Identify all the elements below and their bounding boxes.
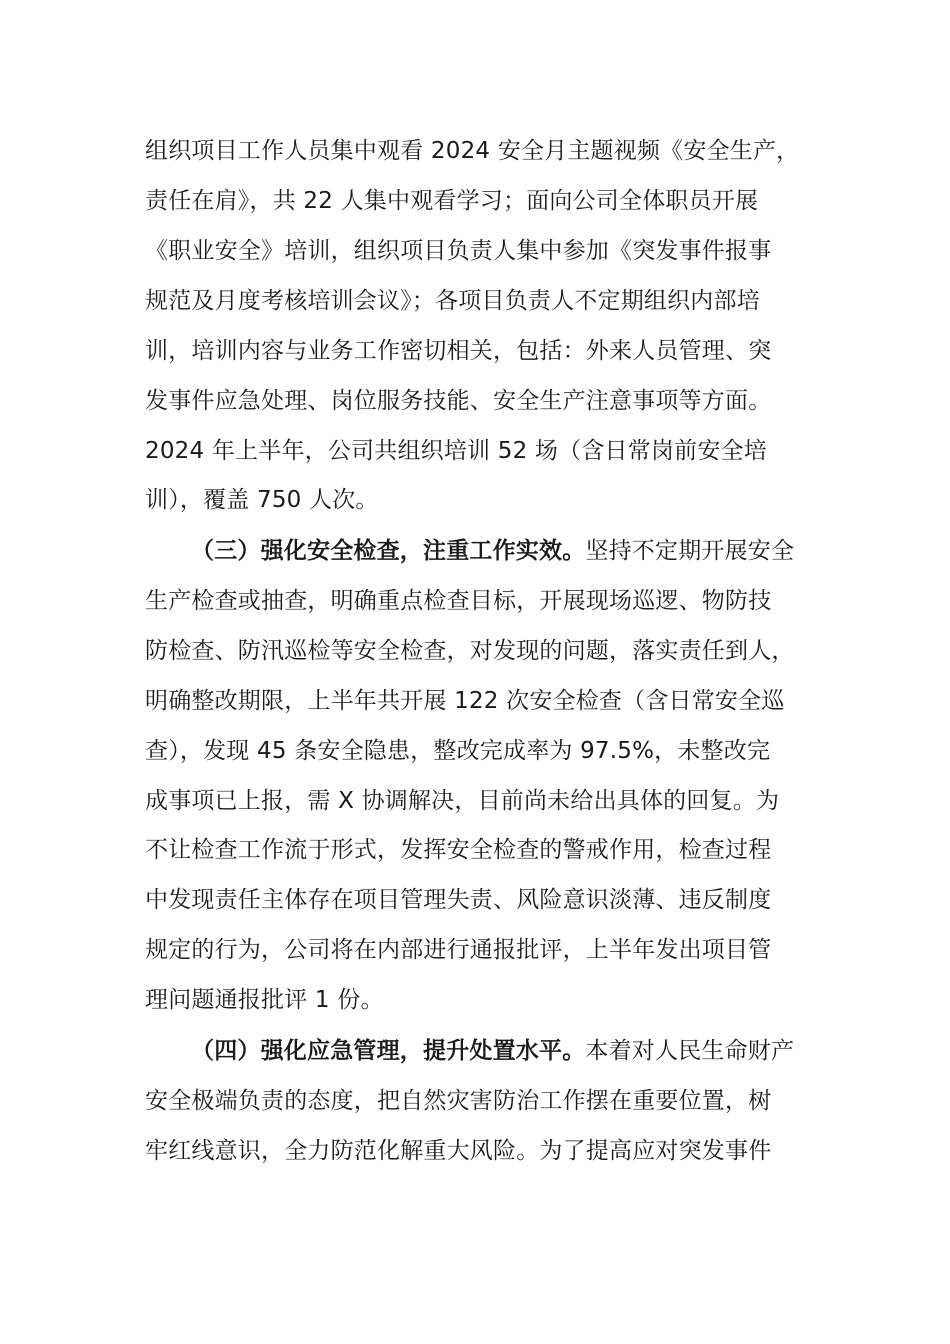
body-text-span: 本着对人民生命财产	[585, 1038, 795, 1064]
body-text-line: 防检查、防汛巡检等安全检查，对发现的问题，落实责任到人，	[145, 638, 795, 664]
body-text-line: 理问题通报批评 1 份。	[145, 987, 384, 1013]
section-four-first-line	[191, 1036, 794, 1066]
body-text-line: 安全极端负责的态度，把自然灾害防治工作摆在重要位置，树	[145, 1088, 772, 1114]
body-text-line: 明确整改期限，上半年共开展 122 次安全检查（含日常安全巡	[145, 688, 785, 714]
body-text-line: 规范及月度考核培训会议》；各项目负责人不定期组织内部培	[145, 288, 760, 314]
body-text-line: 发事件应急处理、岗位服务技能、安全生产注意事项等方面。	[145, 388, 772, 414]
body-text-line: 查），发现 45 条安全隐患，整改完成率为 97.5%，未整改完	[145, 738, 771, 764]
body-text-line: 中发现责任主体存在项目管理失责、风险意识淡薄、违反制度	[145, 887, 772, 913]
body-text-line: 训，培训内容与业务工作密切相关，包括：外来人员管理、突	[145, 338, 772, 364]
body-text-line: 《职业安全》培训，组织项目负责人集中参加《突发事件报事	[145, 238, 772, 264]
body-text-line: 不让检查工作流于形式，发挥安全检查的警戒作用，检查过程	[145, 837, 772, 863]
section-heading-four: （四）强化应急管理，提升处置水平。	[191, 1038, 586, 1064]
body-text-span: 坚持不定期开展安全	[585, 538, 795, 564]
body-text-line: 牢红线意识，全力防范化解重大风险。为了提高应对突发事件	[145, 1138, 772, 1164]
body-text-line: 训），覆盖 750 人次。	[145, 487, 379, 513]
body-text-line: 生产检查或抽查，明确重点检查目标，开展现场巡逻、物防技	[145, 588, 772, 614]
body-text-line: 责任在肩》，共 22 人集中观看学习；面向公司全体职员开展	[145, 188, 759, 214]
body-text-line: 组织项目工作人员集中观看 2024 安全月主题视频《安全生产，	[145, 138, 800, 164]
body-text-line: 规定的行为，公司将在内部进行通报批评，上半年发出项目管	[145, 937, 772, 963]
section-three-first-line	[191, 536, 794, 566]
body-text-line: 成事项已上报，需 X 协调解决，目前尚未给出具体的回复。为	[145, 788, 780, 814]
section-heading-three: （三）强化安全检查，注重工作实效。	[191, 538, 586, 564]
body-text-line: 2024 年上半年，公司共组织培训 52 场（含日常岗前安全培	[145, 438, 767, 464]
